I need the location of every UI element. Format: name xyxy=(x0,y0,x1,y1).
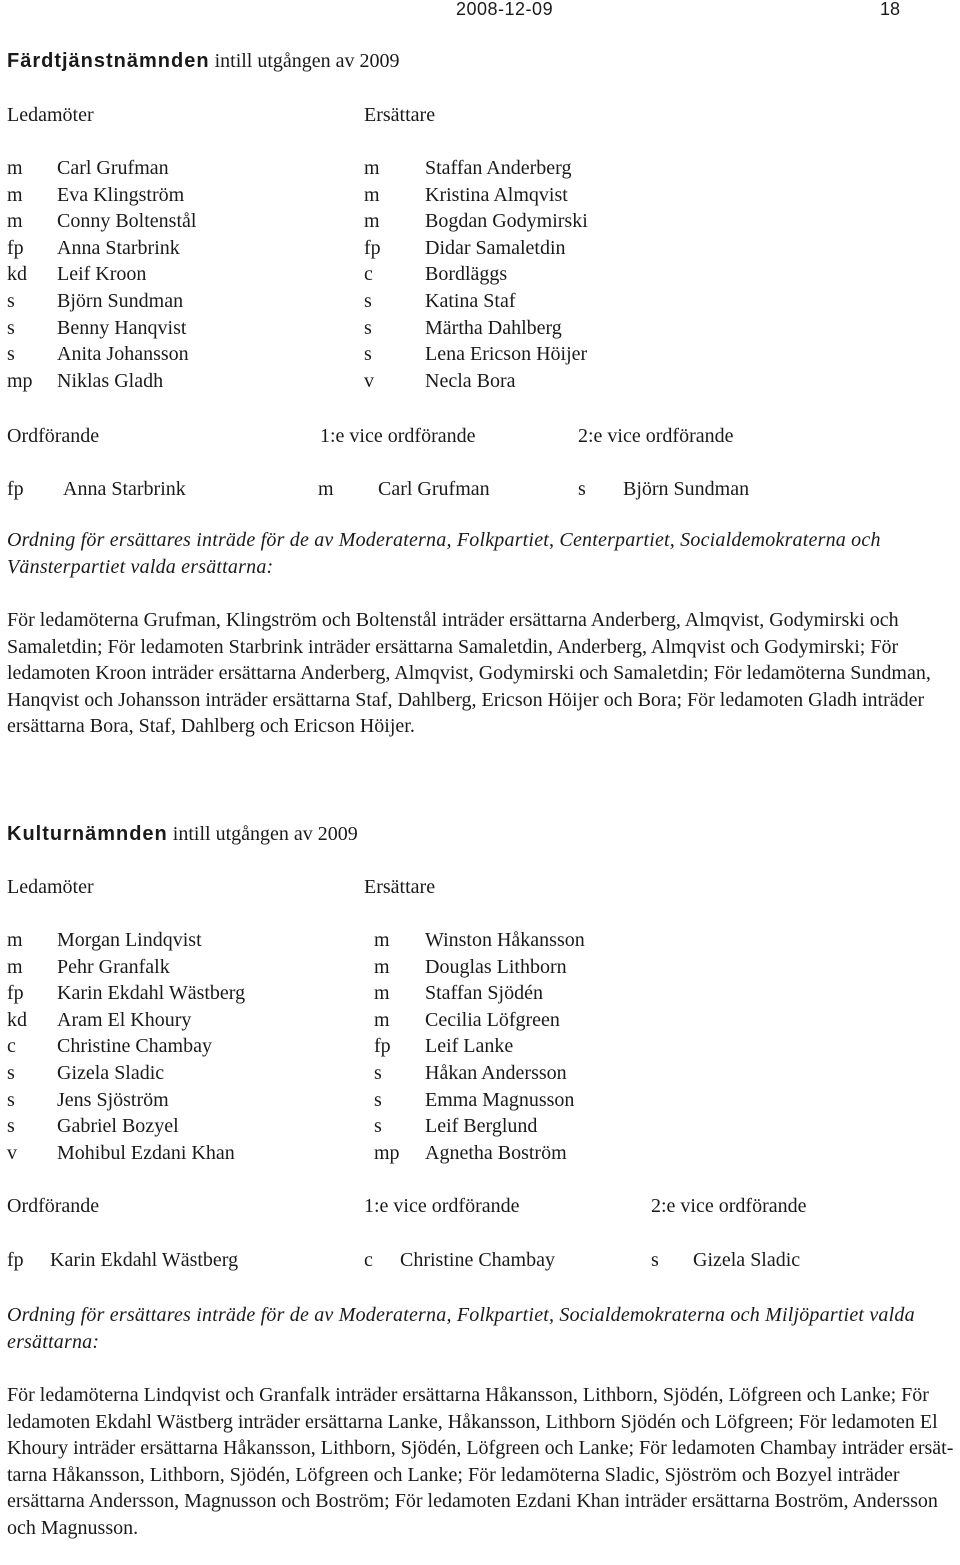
person-name: Anna Starbrink xyxy=(57,236,180,259)
substitution-order-text: För ledamöterna Lindqvist och Granfalk inträder ersättarna Håkansson, Lithborn, Sjödén, Löfgreen och Lanke; För ledamoten Ekdahl Wästberg inträder ersättarna Lanke, Håkansson, Lithborn Sjödén och Löfgreen; För ledamoten El Khoury inträder ersättarna Håkansson, Lithborn, Sjödén, Löfgreen och Lanke; För ledamoten Chambay inträder ersättarna Håkansson, Lithborn, Sjödén, Löfgreen och Lanke; För ledamöterna Sladic, Sjöström och Bozyel inträder ersättarna Andersson, Magnusson och Boström; För ledamoten Ezdani Khan inträder ersättarna Boström, Andersson och Magnusson. xyxy=(7,1384,954,1539)
person-name: Leif Kroon xyxy=(57,263,147,286)
section-title-name: Kulturnämnden xyxy=(7,823,168,845)
party-code: m xyxy=(374,1008,390,1031)
person-name: Necla Bora xyxy=(425,369,516,392)
person-name: Niklas Gladh xyxy=(57,369,164,392)
party-code: m xyxy=(7,157,23,179)
vice-chair-1-name: Carl Grufman xyxy=(378,478,490,500)
person-name: Morgan Lindqvist xyxy=(57,929,202,951)
party-code: m xyxy=(374,929,390,951)
person-name: Winston Håkansson xyxy=(425,929,585,951)
party-code: s xyxy=(374,1062,382,1084)
section-title-suffix: intill utgången av 2009 xyxy=(172,823,358,845)
party-code: c xyxy=(364,263,373,286)
vice-chair-1-party: c xyxy=(364,1249,373,1271)
party-code: mp xyxy=(374,1141,400,1164)
party-code: s xyxy=(364,316,372,339)
party-code: m xyxy=(374,955,390,978)
members-heading: Ledamöter xyxy=(7,104,94,126)
party-code: kd xyxy=(7,263,27,286)
person-name: Håkan Andersson xyxy=(425,1062,567,1084)
section-title xyxy=(7,824,358,844)
page-date: 2008-12-09 xyxy=(456,0,554,19)
party-code: m xyxy=(364,183,380,206)
party-code: fp xyxy=(374,1035,391,1058)
person-name: Staffan Anderberg xyxy=(425,157,572,179)
person-name: Christine Chambay xyxy=(57,1035,212,1058)
section-title-name: Färdtjänstnämnden xyxy=(7,50,210,72)
party-code: s xyxy=(7,1062,15,1084)
person-name: Gabriel Bozyel xyxy=(57,1115,179,1138)
members-heading: Ledamöter xyxy=(7,876,94,898)
person-name: Didar Samaletdin xyxy=(425,236,566,259)
person-name: Björn Sundman xyxy=(57,290,184,312)
party-code: m xyxy=(364,157,380,179)
person-name: Douglas Lithborn xyxy=(425,955,567,978)
chair-name: Karin Ekdahl Wästberg xyxy=(50,1249,239,1271)
party-code: s xyxy=(374,1115,382,1138)
party-code: s xyxy=(7,343,15,366)
person-name: Aram El Khoury xyxy=(57,1008,192,1031)
party-code: c xyxy=(7,1035,16,1058)
person-name: Jens Sjöström xyxy=(57,1088,169,1111)
person-name: Märtha Dahlberg xyxy=(425,316,562,339)
person-name: Eva Klingström xyxy=(57,183,185,206)
substitution-order-text: För ledamöterna Grufman, Klingström och Boltenstål inträder ersättarna Anderberg, Almqvist, Godymirski och Samaletdin; För ledamoten Starbrink inträder ersättarna Samaletdin, Anderberg, Almqvist och Godymirski; För ledamoten Kroon inträder ersättarna Anderberg, Almqvist, Godymirski och Samaletdin; För ledamöterna Sundman, Hanqvist och Johansson inträder ersättarna Staf, Dahlberg, Ericson Höijer och Bora; För ledamoten Gladh inträder ersättarna Bora, Staf, Dahlberg och Ericson Höijer. xyxy=(7,609,931,737)
party-code: m xyxy=(7,929,23,951)
person-name: Mohibul Ezdani Khan xyxy=(57,1141,235,1164)
person-name: Lena Ericson Höijer xyxy=(425,343,588,366)
section-title-suffix: intill utgången av 2009 xyxy=(214,50,400,72)
party-code: s xyxy=(374,1088,382,1111)
vice-chair-1-name: Christine Chambay xyxy=(400,1249,555,1271)
vice-chair-2-name: Gizela Sladic xyxy=(693,1249,801,1271)
person-name: Staffan Sjödén xyxy=(425,982,543,1005)
person-name: Katina Staf xyxy=(425,290,516,312)
person-name: Kristina Almqvist xyxy=(425,183,568,206)
party-code: kd xyxy=(7,1008,27,1031)
party-code: mp xyxy=(7,369,33,392)
person-name: Karin Ekdahl Wästberg xyxy=(57,982,246,1005)
person-name: Carl Grufman xyxy=(57,157,169,179)
section-title xyxy=(7,51,400,71)
vice-chair-1-party: m xyxy=(318,478,334,500)
party-code: s xyxy=(364,343,372,366)
person-name: Conny Boltenstål xyxy=(57,210,197,233)
vice-chair-2-heading: 2:e vice ordförande xyxy=(651,1195,807,1217)
person-name: Bordläggs xyxy=(425,263,508,286)
substitutes-heading: Ersättare xyxy=(364,876,436,898)
person-name: Benny Hanqvist xyxy=(57,316,187,339)
party-code: fp xyxy=(7,236,24,259)
vice-chair-2-party: s xyxy=(578,478,586,500)
person-name: Pehr Granfalk xyxy=(57,955,170,978)
vice-chair-1-heading: 1:e vice ordförande xyxy=(320,425,476,447)
vice-chair-2-heading: 2:e vice ordförande xyxy=(578,425,734,447)
substitutes-heading: Ersättare xyxy=(364,104,436,126)
party-code: m xyxy=(364,210,380,233)
party-code: s xyxy=(364,290,372,312)
party-code: s xyxy=(7,1088,15,1111)
chair-name: Anna Starbrink xyxy=(63,478,186,500)
party-code: v xyxy=(364,369,374,392)
chair-heading: Ordförande xyxy=(7,1195,100,1217)
person-name: Agnetha Boström xyxy=(425,1141,567,1164)
party-code: s xyxy=(7,1115,15,1138)
party-code: m xyxy=(7,210,23,233)
party-code: fp xyxy=(364,236,381,259)
party-code: m xyxy=(374,982,390,1005)
party-code: s xyxy=(7,316,15,339)
page-number: 18 xyxy=(880,0,901,19)
person-name: Bogdan Godymirski xyxy=(425,210,588,233)
vice-chair-2-name: Björn Sundman xyxy=(623,478,750,500)
person-name: Gizela Sladic xyxy=(57,1062,165,1084)
substitution-order-heading: Ordning för ersättares inträde för de av Moderaterna, Folkpartiet, Centerpartiet, Socialdemokraterna och Vänsterpartiet valda ersättarna: xyxy=(7,529,881,578)
chair-heading: Ordförande xyxy=(7,425,100,447)
party-code: v xyxy=(7,1141,17,1164)
party-code: m xyxy=(7,955,23,978)
party-code: s xyxy=(7,290,15,312)
person-name: Emma Magnusson xyxy=(425,1088,575,1111)
person-name: Cecilia Löfgreen xyxy=(425,1008,560,1031)
chair-party: fp xyxy=(7,1249,24,1271)
person-name: Leif Lanke xyxy=(425,1035,514,1058)
substitution-order-heading: Ordning för ersättares inträde för de av Moderaterna, Folkpartiet, Socialdemokraterna och Miljöpartiet valda ersättarna: xyxy=(7,1304,915,1353)
party-code: fp xyxy=(7,982,24,1005)
chair-party: fp xyxy=(7,478,24,500)
person-name: Anita Johansson xyxy=(57,343,189,366)
party-code: m xyxy=(7,183,23,206)
person-name: Leif Berglund xyxy=(425,1115,538,1138)
vice-chair-1-heading: 1:e vice ordförande xyxy=(364,1195,520,1217)
vice-chair-2-party: s xyxy=(651,1249,659,1271)
